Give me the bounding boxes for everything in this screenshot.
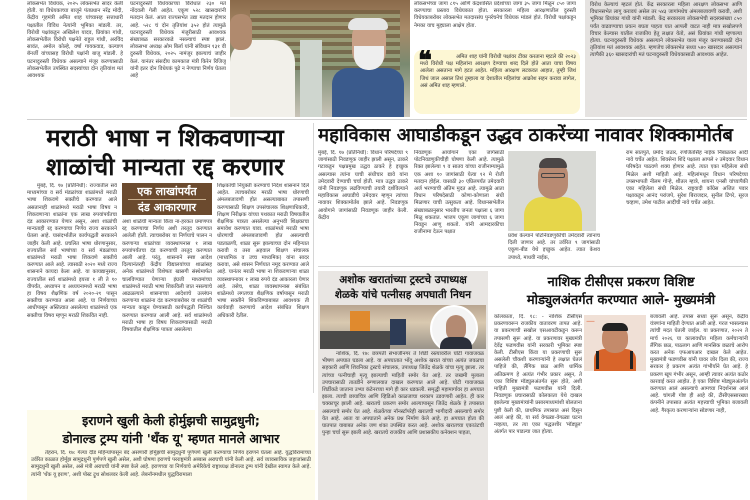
top-story-col1: लोकसभेत विधेयक, २०२५ लोकसभेत सादर केली होती. या विधेयकाच्या बाजूने पंतप्रधान नरेंद्र मोदी, केंद्रीय गृहमंत्री अमित शाह यांच्यासह सत्ताधारी पक्षातील विविध नेत्यांनी भूमिका मांडली. तर, विरोधी पक्षांकडून अखिलेश यादव, प्रियांका गांधी, लोकसभेतील विरोधी पक्षनेते राहुल गांधी, अरविंद सावंत, अमोल कोल्हे, वर्षा गायकवाड, कल्याण बॅनर्जी यांच्यासह विरोधी पक्षांनी बाजू मांडली. हे घटनादुरुस्ती विधेयक असल्याने मंजूर करण्यासाठी लोकसभेतील उपस्थित सदस्यांच्या दोन तृतियांश मतं आवश्यक	[27, 1, 123, 80]
uddhav-photo	[508, 151, 596, 231]
top-story-col4: विरोध केल्याचं म्हटलं होतं. केंद्र सरकारला महिला आरक्षण लोकसभा आणि विधानसभेत लागू करावयं असेल तर ५४३ जागांमधेच अंमलबजावणी करावी, अशी भूमिका प्रियांका गांधी यांनी मांडली. केंद्र सरकारला लोकसभेची सदस्यसंख्या ८५० पर्यंत वाढवण्याचा प्रयत्न बघता पाहता यात आपली वाटत नाही मात्र सखोलपणे विचार केल्यास यातील राजकीय हेतू लक्षात येतो, असं प्रियांका गांधी म्हणाल्या होत्या. घटनादुरुस्ती विधेयक असल्याने लोकसभेत याला मंजूर करण्यासाठी दोन तृतियांश मतं आवश्यक आहेत. म्हणजेच लोकसभेत सध्या ५४० खासदार असल्यानं त्यापैकी ३६० खासदारांची मतं घटनादुरुस्ती विधेयकासाठी आवश्यक आहेत.	[590, 2, 742, 59]
fine-badge	[122, 183, 212, 215]
tcs-headline-2: मोड्युलअंतर्गत करण्यात आले- मुख्यमंत्री	[526, 293, 716, 308]
person-left	[230, 40, 295, 117]
top-story-col2: घटनादुरुस्ती विधेयकाच्या विरोधात २३० मतं नोंदवली गेली आहेत. एकूण ५२८ खासदारांनी मतदान केलं. आता राज्यसभेत उद्या मतदान होणार आहे. ५२८ चं दोन तृतियांश ३५२ होतं त्यामुळे घटनादुरुस्ती विधेयक मंजुरीसाठी आवश्यक संख्याबळ सरकारकडे नसल्याचं स्पष्ट झालं. लोकसभा अध्यक्ष ओम बिर्ला यांनी संविधान १३१ वी दुरुस्ती विधेयक, २०२५ नामंजूर झाल्याचं जाहीर केलं. यानंतर संसदीय कामकाज मंत्री किरेन रिजिजू यांनी इतर दोन विधेयकं पुढे न नेण्याचा निर्णय घेतला आहे	[130, 1, 226, 80]
marathi-col3: शिक्षकांची नियुक्ती करण्याचे निर्देश शासनाने दिले आहेत. त्याचबरोबर मराठी भाषा धोरणाची अंमलबजावणी होत असल्याबाबत तपासणी करण्यासाठी शिक्षण उपसंचालक शिक्षणाधिकारी, शिक्षण निरीक्षक यांच्या पथकात मराठी विषयातील शैक्षणिक पात्रता असलेल्या अनुभवी शिक्षकाचा समावेश करण्यात यावा. शाळांमध्ये मराठी भाषा धोरणाची अंमलबजावणी होत असल्याची पडताळणी, शाळा सुरू झाल्याच्या दोन महिन्यात करावी व तसा अहवाल शिक्षण संचालक (माध्यमिक व उच्च माध्यमिक) यांना सादर करावा, असे शासन निर्णयात नमूद करण्यात आले आहे. यानंतर मराठी भाषा ना शिकवणाऱ्या शाळा व्यवस्थापनावर १ लाख रुपये दंड आकारला येणार आहे. तसेच, शाळा व्यवस्थापनास संबंधित शाळेमध्ये लगतच्या शैक्षणिक वर्षापासून मराठी भाषा सक्तीने शिकविण्याबाबत आवश्यक ती कार्यवाही करण्याचे आदेश संबंधित शिक्षण अधिकारी देतील.	[217, 183, 309, 319]
tcs-col2: बजावली आहे. तपास सध्या सुरू असून, केंद्रीय यंत्रणांना माहिती देण्यात आली आहे. गरज भासल्यास त्यांची मदत घेतली जाईल. या प्रकरणात, २०२२ ते मार्च २०२६ या कालावधीत महिला कर्मचाऱ्यांनी लैंगिक छळ, पाठलाग आणि मानसिक छळाचे आरोप करत अनेक एफआयआर दाखल केले आहेत. मुख्यमंत्री फडणवीस यांनी यावर जोर दिला की, राज्य सरकार हे प्रकरण अत्यंत गांभीर्याने घेत आहे. हे प्रकरण खूप गंभीर असून, आम्ही त्यावर अत्यंत कठोर कारवाई करत आहोत. हे एका विशिष्ट मोड्युलअंतर्गत करण्यात आलं असल्याचे आमच्या निदर्शनास आलं आहे. चांगली गोष्ट ही आहे की, टीसीएससारख्या कंपनीने तपासात अत्यंत महत्त्वाची भूमिका बजावली आहे. गैरकृत्य करणाऱ्यांना सोडणार नाही,	[650, 314, 748, 414]
quote-text: अमित शाह यांनी विरोधी पक्षांवर टीका करताना म्हटले की २०२३ मध्ये विरोधी पक्ष महिलांना आरक्षण देण्याचा शब्द दिले होते आता याचा विषय आलेला असताना मागे हटत आहेत. महिला आरक्षण लटकवत आहात, तुम्ही जिथं जिथं जाल असाल तिथं तुम्हाला या देशातील महिलांचा आक्रोश सहन करावा लागेल, असं अमित शाह म्हणाले.	[420, 54, 576, 89]
iran-body: तेहरान, दि. १७: गेल्या दीड महिन्यांपासून बंद असणारी होर्मुझची सामुद्रधुनी पूर्णपणे खुली करण्याचा निर्णय इराणने घेतला आहे. युद्धविरामाच्या उर्वरित काळात होर्मुझ सामुद्रधुनी पूर्णपणे खुली असेल, अशी घोषणा इराणचे परराष्ट्रमंत्री अब्बास अराघची यांनी केली आहे. सर्व व्यावसायिक जहाजांसाठी सामुद्रधुनी खुली असेल, असे मंत्री अराघची यांनी स्पष्ट केले आहे. इराणच्या या निर्णयाचे अमेरिकेचे राष्ट्राध्यक्ष डोनाल्ड ट्रम्प यांनी देखील स्वागत केले आहे. त्यांनी 'थँक यू इराण', अशी पोस्ट ट्रुथ सोशलवर केली आहे. लेबनॉनमधील युद्धविरामाला	[31, 450, 311, 478]
quote-icon: ❝	[418, 50, 432, 76]
top-story-sidebar	[585, 0, 747, 117]
parliament-photo	[230, 0, 410, 117]
accident-body: नाशिक, दि. १७: छत्रपती संभाजीनगर ते शिर्डी रस्त्यावरील घोटी गावाजवळ भीषण अपघात घडला आहे. या अपघातात भोंदू अशोक खरात यांच्या अत्यंत जवळचा सहकारी आणि शिवनिका ट्रस्टचे संचालक, उपाध्यक्ष जितेंद्र शेळके यांचा मृत्यू झाला. तर त्यांच्या पत्नीचाही मृत्यू झाल्याची माहिती समोर येत आहे. तर जखमी मुलाला उपचारासाठी तातडीने रुग्णालयात दाखल करण्यात आले आहे. घोटी गावाजवळ शिर्डीकडे जाताना उभ्या कंटेनरच्या मागे ही कार धडकली. समृद्धी महामार्गावर हा अपघात झाला. त्याची छायाचित्र आणि व्हिडिओ काळजाचा थरकाप उडवणारी आहेत. ही कार चक्काचूर झाली आहे. खरातचे प्रकरण समोर आल्यापासून जितेंद्र शेळके हे तपासात असल्याचे समोर येत आहे. शेळकेंच्या नॉनस्टॉपरेही खरातची भागीदारी असल्याचे समोर येत आहे. आता या अपघाताने अनेक प्रश्न निर्माण केले आहे. हा अपघात होता की घातपात याबाबत अनेक जण शंका उपस्थित करत आहे. अशोक खरातच्या एकाउंटची पुन्हा चर्चा सुरू झाली आहे. खरातचे राजकीय आणि प्रशासकीय कनेक्शन पाहता,	[322, 351, 484, 437]
inset-portrait	[430, 305, 478, 349]
top-story-col3: लोकसभेच्या जागा ८१५ आणि केंद्रशासित प्रदेशांच्या जागा ३५ जागा मिळून ८५० जागा करण्याचा प्रस्ताव विधेयकात होता. सरकारला महिला आरक्षणातील दुरुस्ती विधेयकाबरोबर लोकसभेत मतदारसंघ पुनर्रचनेचं विधेयक मांडलं होतं. विरोधी पक्षांकडून नेमका याच मुद्द्याला आक्षेप होता.	[414, 1, 576, 29]
tcs-headline-1: नाशिक टीसीएस प्रकरण विशिष्ट	[547, 275, 695, 290]
badge-line-1: एक लाखांपर्यंत	[137, 185, 197, 198]
cm-photo: —	[584, 315, 646, 371]
iran-headline-1: इराणने खुली केली होर्मुझची सामुद्रधुनी;	[82, 413, 260, 428]
quote-box	[414, 50, 580, 114]
accident-headline-2: शेळके यांचे पत्नीसह अपघाती निधन	[334, 289, 472, 301]
marathi-headline-2: शाळांची मान्यता रद्द करणार	[45, 153, 285, 181]
mva-headline: महाविकास आघाडीकडून उद्धव ठाकरेंच्या नावावर शिक्कामोर्तब	[318, 125, 733, 146]
accident-headline-1: अशोक खरातांच्या ट्रस्टचे उपाध्यक्ष	[339, 274, 467, 286]
marathi-col1: मुंबई, दि. १७ (प्रतिनिधी): राज्यातील सर्व माध्यमांच्या व सर्व मंडळांच्या शाळांमध्ये मराठी भाषा शिकवणे सक्तीचे करण्यात आले असतानाही शाळांमध्ये मराठी भाषा विषय न शिकवणाऱ्या शाळांना एक लाख रुपयांपर्यंतचा दंड आकारण्यात येणार असून, अशा शाळांची मान्यताही रद्द करण्याचा निर्णय राज्य सरकारने घेतला आहे. यासंदर्भातील कार्यपद्धती सरकारने जाहीर केली आहे. प्रचलित भाषा धोरणानुसार, राज्यातील सर्व भाषांच्या व सर्व मंडळांच्या शाळांमध्ये मराठी भाषा शिकवणे सक्तीचे करण्यात आले आहे. त्यासाठी २०२० मध्ये राज्य शासनाने कायदा केला आहे. या कायद्यानुसार, राज्यातील सर्व शाळांमध्ये इयत्ता १ ली ते १० वीपर्यंत, अध्यापन व अध्ययनामध्ये मराठी भाषा हा विषय शैक्षणिक वर्ष २०२०-२१ पासून सक्तीचा करण्यात आला आहे. या निर्णयाच्या आधीपासून अस्तित्वात असलेल्या शाळांमध्ये एक सक्तीचा विषय म्हणून मराठी शिकवित नाही.	[27, 183, 117, 319]
badge-line-2: दंड आकारणार	[138, 201, 196, 214]
person-right	[332, 68, 404, 117]
tcs-col1: कोलकाता, दि. १८: - नाशिक टीसीएस प्रकरणावरून राजकीय वातावरण तापत आहे. या प्रकरणाची सखोल एसआयटीकडून करून तपासणी सुरू आहे. या प्रकरणावर मुख्यमंत्री देवेंद्र फडणवीस यांनी सरकारी भूमिका स्पष्ट केली. टीसीएस किंवा या प्रकरणाची सुरू असलेली चौकशी करणाऱ्यांनी हे लक्षात घेतलं पाहिजे की, लैंगिक छळ आणि धार्मिक अतिक्रमण हे अत्यंत गंभीर प्रकार असून, ते एका विशिष्ट मॉड्युलअंतर्गत सुरू होते, अशी माहिती मुख्यमंत्री फडणवीस यांनी दिली. निवडणूक प्रचारासाठी कोलकाता येथे दाखल झालेल्या मुख्यमंत्र्यांनी प्रसारमाध्यमांशी बोलताना पुष्टी केली की, प्राथमिक तपासात असं दिसून आलं आहे की, या सर्व वेगळ्या-वेगळ्या घटना नव्हत्या, तर त्या एका पद्धतशीर 'मॉड्यूल' अंतर्गत पार पाडल्या जात होत्या.	[494, 314, 582, 436]
marathi-col2: अशा शाळेची मान्यता किंवा ना-हरकत प्रमाणपत्र रद्द करण्याचा निर्णय अशी तरतूद करण्यात आलेली होती. त्याचबरोबर या निर्णयाचे पालन न करणाऱ्या शाळांच्या व्यवस्थापनास १ लाख रुपयांपर्यंतचा दंड करण्याची तरतूद करण्यात आली आहे. परंतु, शासनाने स्पष्ट आदेश दिल्यानंतरही केंद्रीय विद्यालयांच्या शाळांसह अनेक शाळांमध्ये विशेषतः खासगी संस्थेमार्फत चालविण्यात येणाऱ्या इंग्रजी माध्यमांच्या शाळांमध्ये मराठी भाषा शिकविली जात नसल्याचे आढळल्याने शासनाच्या आदेशाचे उल्लंघन करणाऱ्या शाळांना दंड करण्याबरोबर या शाळांची मान्यता काढून घेण्यासाठी कार्यपद्धती निश्चित करण्यात करण्यात आली आहे. सर्व शाळांमध्ये मराठी भाषा हा विषय शिकवण्यासाठी मराठी विषयातील शैक्षणिक पात्रता असलेल्या	[122, 219, 212, 334]
mva-col2: निवडणूक आयोगाने एका जागेसाठी पोटनिवडणुकीचीही घोषणा केली आहे. त्यामुळे रिक्त झालेल्या ९ व सातव यांच्या राजीनाम्यामुळे एक अशा १० जागांसाठी येत्या १२ मे रोजी मतदान होईल. यासाठी ३० एप्रिलपर्यंत उमेदवारी अर्ज भरण्याची अंतिम मुदत आहे. त्यामुळे आता विधान परिषदेसाठी कोणा-कोणाला संधी मिळणार याची उत्सुकता आहे. विधानसभेतील संख्याबळानुसार भारतीय जनता पक्षाला ६ जागा मिळू शकतात. भाजप एकूण जागांच्या ६ जागा निवडून आणू शकतो. यांनी आमदारकीचा राजीनामा देऊन पक्षात	[414, 150, 504, 236]
accident-photo	[320, 305, 486, 349]
marathi-headline-1: मराठी भाषा न शिकवणाऱ्या	[46, 124, 284, 152]
mva-col1: मुंबई, दि. १७ (प्रतिनिधी): विधान परिषदेच्या ९ जागांसाठी निवडणूक जाहीर झाली असून, ठाकरे गटाकडून पक्षप्रमुख उद्धव ठाकरे हे इच्छुक असल्यास त्यांना याची संधीचार द्यावे यांना उमेदवारी देण्याची चर्चा होती. मात्र उद्धव ठाकरे यांनी निवडणूक लढविण्याची तयारी दर्शविल्याने महाविकास आघाडीचे उमेदवार म्हणून त्यांच्या नावावर शिक्कामोर्तब झाले आहे. निवडणूक आयोगाने जागांसाठी निवडणूक जाहीर केली. केंद्रीय	[318, 150, 408, 221]
mva-caption: प्रवेश केल्याने पोटनिवडणुकीची उमेदवारी त्यांनाच दिली जाणार आहे. तर उर्वरित ९ जागांसाठी एकूण-बीड येथे इच्छुक आहेत. त्यात केशव उपाध्ये, माधवी नाईक,	[508, 233, 600, 261]
iran-headline-2: डोनाल्ड ट्रम्प यांनी 'थँक यू' म्हणत मानले आभार	[62, 431, 280, 446]
mva-col3: राम सातपुते, प्रमोद जठार, रणजितसिंह नाईक निंबाळकर आदी नावे चर्चेत आहेत. शिवसेना शिंदे पक्षाला आपले २ उमेदवार विधान परिषदेत पाठवणे शक्य होणार आहे. त्यात एका महिलेला संधी मिळेल अशी माहिती आहे. महिलांमधून विधान परिषदेच्या उपसभापती नीलम गोऱ्हे, शीतल म्हात्रे, शायना एनसी यांच्यापैकी एका महिलेला संधी मिळेल. राष्ट्रवादी काँग्रेस अजित पवार पक्षाकडून आनंद परांजपे, सुरेश बिराजदार, सुनील टिंगरे, सूरज चव्हाण, उमेश पाटील आदींची नावे चर्चेत आहेत.	[626, 150, 748, 207]
